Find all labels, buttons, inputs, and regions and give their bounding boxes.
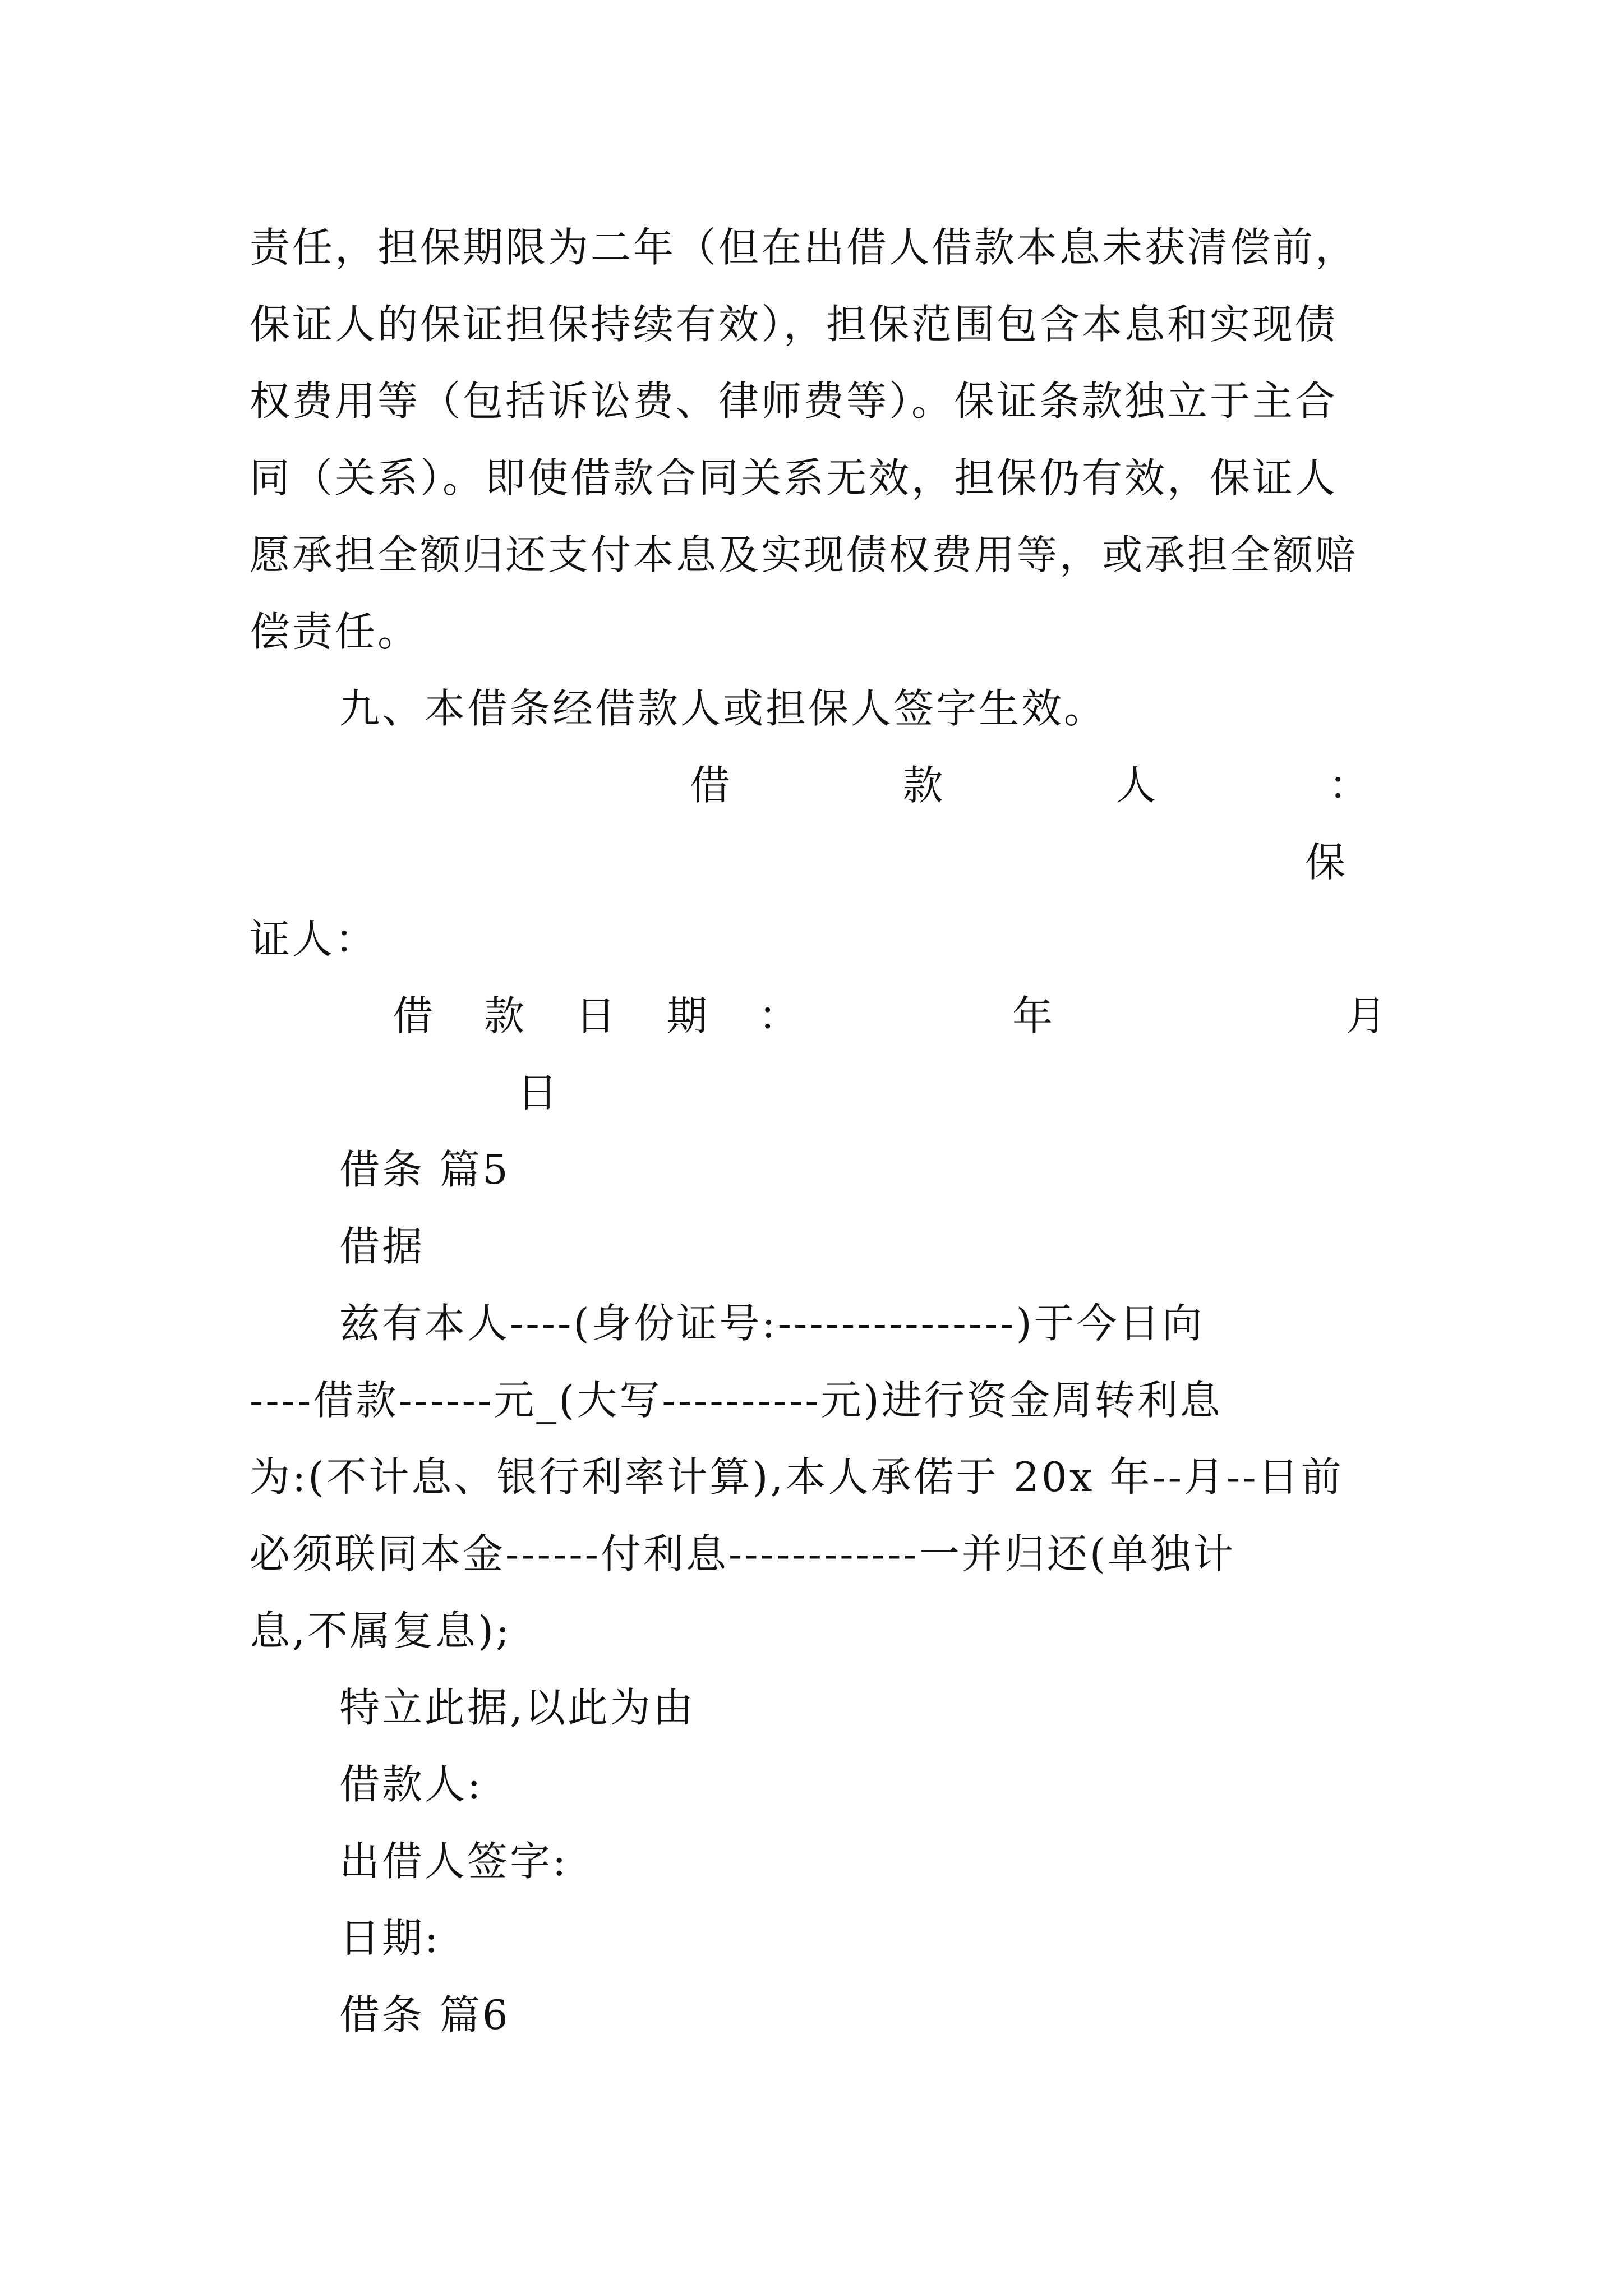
borrower-signature-line	[690, 758, 1371, 812]
section-heading-5: 借条 篇5	[339, 1146, 510, 1193]
loan-date-char: 日	[575, 992, 619, 1039]
paragraph-line: 兹有本人----(身份证号:---------------)于今日向	[339, 1300, 1205, 1347]
borrower-signature-char: 人	[1115, 762, 1159, 809]
loan-date-char: 年	[1012, 992, 1055, 1039]
loan-date-char: 借	[393, 992, 436, 1039]
guarantor-signature-label: 保	[1305, 839, 1348, 886]
guarantor-signature-label-continued: 证人：	[250, 915, 378, 963]
borrower-signature-char: ：	[1328, 762, 1371, 809]
loan-date-char: 月	[1346, 992, 1389, 1039]
paragraph-line: 权费用等（包括诉讼费、律师费等）。保证条款独立于主合	[250, 378, 1338, 425]
closing-statement: 特立此据,以此为由	[339, 1684, 695, 1731]
paragraph-line: 保证人的保证担保持续有效），担保范围包含本息和实现债	[250, 301, 1338, 348]
clause-9: 九、本借条经借款人或担保人签字生效。	[339, 685, 1107, 732]
borrower-signature-char: 款	[902, 762, 946, 809]
loan-date-char: ：	[758, 992, 801, 1039]
paragraph-line: 偿责任。	[250, 608, 421, 655]
paragraph-line: ----借款------元_(大写----------元)进行资金周转利息	[250, 1377, 1223, 1424]
paragraph-line: 责任，担保期限为二年（但在出借人借款本息未获清偿前，	[250, 224, 1358, 271]
date-label: 日期:	[339, 1915, 441, 1962]
document-subtitle: 借据	[339, 1223, 425, 1270]
borrower-label: 借款人:	[339, 1761, 483, 1808]
section-heading-6: 借条 篇6	[339, 1991, 510, 2039]
borrower-signature-char: 借	[690, 762, 733, 809]
paragraph-line: 为:(不计息、银行利率计算),本人承偌于 20x 年--月--日前	[250, 1453, 1344, 1501]
loan-date-char: 期	[667, 992, 710, 1039]
paragraph-line: 愿承担全额归还支付本息及实现债权费用等，或承担全额赔	[250, 531, 1358, 578]
lender-signature-label: 出借人签字:	[339, 1838, 569, 1885]
paragraph-line: 息,不属复息);	[250, 1607, 512, 1654]
paragraph-line: 同（关系）。即使借款合同关系无效，担保仍有效，保证人	[250, 454, 1338, 501]
loan-date-day: 日	[517, 1069, 560, 1116]
paragraph-line: 必须联同本金------付利息------------一并归还(单独计	[250, 1530, 1235, 1577]
loan-date-char: 款	[484, 992, 527, 1039]
